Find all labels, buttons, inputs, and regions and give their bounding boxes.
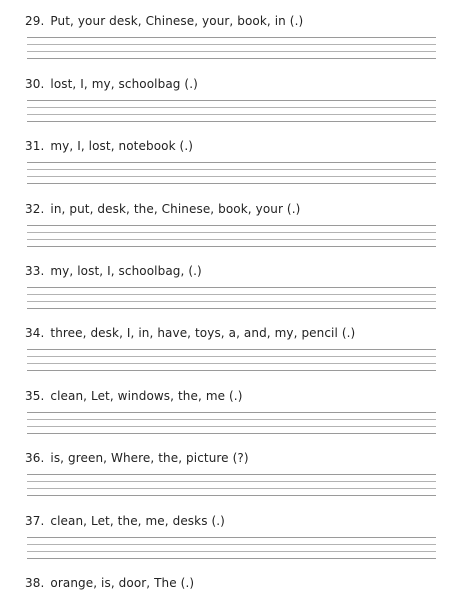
writing-line	[27, 433, 436, 434]
question-33	[0, 264, 474, 326]
question-32	[0, 202, 474, 264]
writing-line	[27, 100, 436, 101]
question-prompt	[25, 514, 225, 528]
writing-line	[27, 544, 436, 545]
question-number: 33.	[25, 264, 45, 278]
writing-line	[27, 308, 436, 309]
writing-line	[27, 121, 436, 122]
writing-line	[27, 558, 436, 559]
writing-line	[27, 551, 436, 552]
question-number: 30.	[25, 77, 45, 91]
answer-lines[interactable]	[27, 537, 436, 565]
answer-lines[interactable]	[27, 349, 436, 377]
question-prompt	[25, 326, 355, 340]
question-number: 34.	[25, 326, 45, 340]
answer-lines[interactable]	[27, 474, 436, 502]
question-number: 31.	[25, 139, 45, 153]
writing-line	[27, 114, 436, 115]
question-30	[0, 77, 474, 139]
writing-line	[27, 356, 436, 357]
question-prompt	[25, 139, 193, 153]
answer-lines[interactable]	[27, 225, 436, 253]
question-text: my, I, lost, notebook (.)	[50, 139, 194, 153]
answer-lines[interactable]	[27, 37, 436, 65]
question-text: in, put, desk, the, Chinese, book, your (.)	[50, 202, 301, 216]
question-prompt	[25, 202, 300, 216]
question-number: 37.	[25, 514, 45, 528]
question-prompt	[25, 14, 303, 28]
question-number: 38.	[25, 576, 45, 590]
writing-line	[27, 481, 436, 482]
question-text: lost, I, my, schoolbag (.)	[50, 77, 198, 91]
question-text: is, green, Where, the, picture (?)	[50, 451, 249, 465]
writing-line	[27, 412, 436, 413]
answer-lines[interactable]	[27, 412, 436, 440]
writing-line	[27, 495, 436, 496]
question-text: my, lost, I, schoolbag, (.)	[50, 264, 202, 278]
writing-line	[27, 349, 436, 350]
question-number: 32.	[25, 202, 45, 216]
writing-line	[27, 107, 436, 108]
writing-line	[27, 58, 436, 59]
answer-lines[interactable]	[27, 100, 436, 128]
writing-line	[27, 183, 436, 184]
writing-line	[27, 162, 436, 163]
question-29	[0, 14, 474, 76]
writing-line	[27, 287, 436, 288]
question-prompt	[25, 389, 242, 403]
question-37	[0, 514, 474, 576]
question-34	[0, 326, 474, 388]
writing-line	[27, 426, 436, 427]
question-prompt	[25, 576, 194, 590]
writing-line	[27, 44, 436, 45]
writing-line	[27, 176, 436, 177]
writing-line	[27, 51, 436, 52]
writing-line	[27, 232, 436, 233]
writing-line	[27, 488, 436, 489]
writing-line	[27, 301, 436, 302]
writing-line	[27, 294, 436, 295]
writing-line	[27, 37, 436, 38]
question-text: three, desk, I, in, have, toys, a, and, my, pencil (.)	[50, 326, 356, 340]
answer-lines[interactable]	[27, 287, 436, 315]
answer-lines[interactable]	[27, 162, 436, 190]
writing-line	[27, 246, 436, 247]
question-38	[0, 576, 474, 606]
question-31	[0, 139, 474, 201]
question-text: clean, Let, the, me, desks (.)	[50, 514, 225, 528]
question-text: orange, is, door, The (.)	[50, 576, 195, 590]
writing-line	[27, 239, 436, 240]
writing-line	[27, 537, 436, 538]
question-number: 35.	[25, 389, 45, 403]
writing-line	[27, 370, 436, 371]
question-36	[0, 451, 474, 513]
question-text: Put, your desk, Chinese, your, book, in (.)	[50, 14, 304, 28]
question-prompt	[25, 264, 202, 278]
writing-line	[27, 419, 436, 420]
question-number: 36.	[25, 451, 45, 465]
question-35	[0, 389, 474, 451]
writing-line	[27, 169, 436, 170]
question-number: 29.	[25, 14, 45, 28]
question-prompt	[25, 451, 249, 465]
question-prompt	[25, 77, 198, 91]
writing-line	[27, 474, 436, 475]
writing-line	[27, 363, 436, 364]
question-text: clean, Let, windows, the, me (.)	[50, 389, 243, 403]
writing-line	[27, 225, 436, 226]
